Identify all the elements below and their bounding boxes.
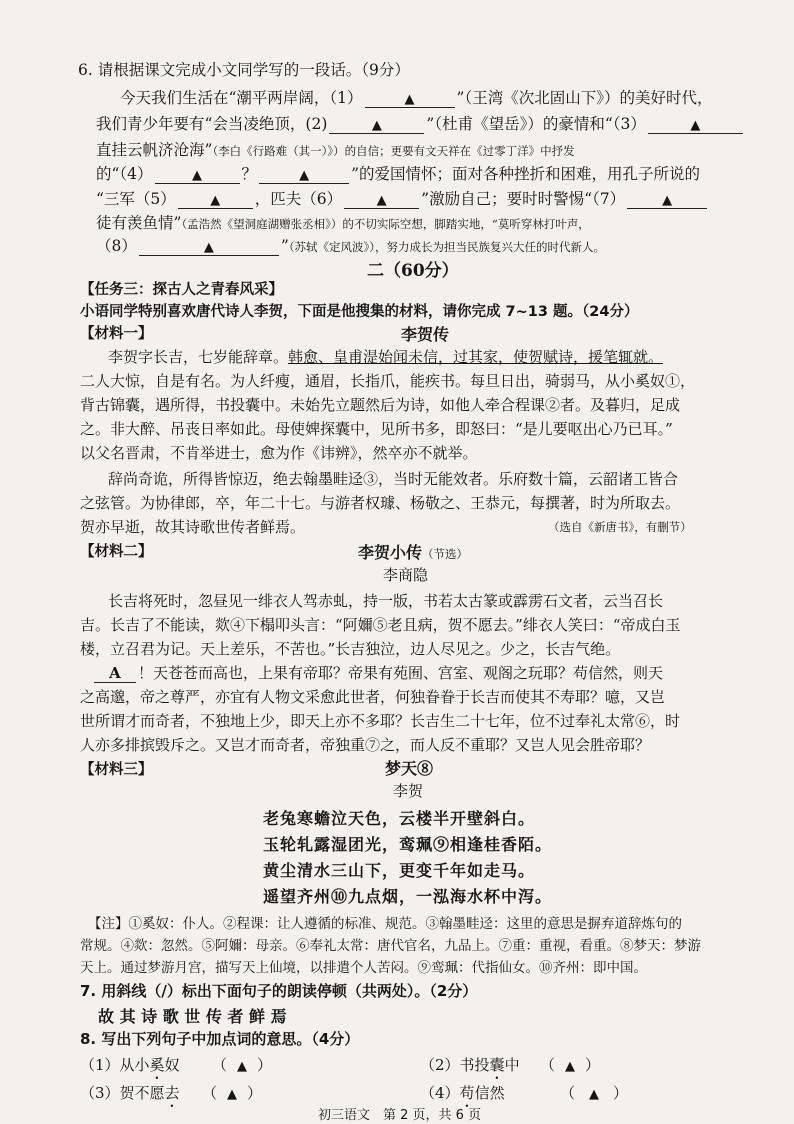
material-2-title-row: 李贺小传（节选） [358, 543, 469, 562]
q6-line3: 直挂云帆济沧海”（李白《行路难（其一）》）的自信；更要有文天祥在《过零丁洋》中抒发 [96, 141, 575, 159]
q8-title: 8. 写出下列句子中加点词的意思。（4分） [80, 1030, 360, 1048]
material-2-author: 李商隐 [383, 566, 429, 584]
material-3-label: 【材料三】 [80, 762, 153, 778]
q6-line2: 我们青少年要有“会当凌绝顶，(2) ▲ ”（杜甫《望岳》）的豪情和“（3） ▲ [96, 112, 745, 134]
blank-2[interactable]: ▲ [329, 115, 424, 134]
material-2-label: 【材料二】 [80, 544, 153, 560]
section-heading: 二（60分） [367, 261, 459, 281]
notes-line-1: 【注】①奚奴：仆人。②程课：让人遵循的标准、规范。③翰墨畦迳：这里的意思是摒弃道辞炼句的 [88, 916, 682, 932]
m2-line7: 人亦多排摈毁斥之。又岂才而奇者，帝独重⑦之，而人反不重耶？又岂人见会胜帝耶？ [80, 736, 651, 754]
q8-item-2: （2）书投囊中 [420, 1056, 520, 1074]
m1-line3: 背古锦囊，遇所得，书投囊中。未始先立题然后为诗，如他人牵合程课②者。及暮归，足成 [80, 396, 681, 414]
q8-item-4: （4）苟信然 [420, 1084, 505, 1102]
q8-answer-4[interactable]: （ ▲ ） [560, 1084, 629, 1102]
q7-title: 7. 用斜线（/）标出下面句子的朗读停顿（共两处）。（2分） [80, 982, 478, 1000]
blank-4b[interactable]: ▲ [259, 165, 349, 184]
blank-6[interactable]: ▲ [344, 190, 419, 209]
q8-item-1: （1）从小奚奴 [80, 1056, 180, 1074]
m1-line8: 贺亦早逝，故其诗歌世传者鲜焉。 [80, 518, 306, 536]
q8-answer-3[interactable]: （ ▲ ） [202, 1084, 263, 1102]
q6-line1: 今天我们生活在“潮平两岸阔，（1） ▲ ”（王湾《次北固山下》）的美好时代， [120, 89, 713, 107]
blank-8[interactable]: ▲ [139, 237, 279, 256]
m1-line4: 之。非大醉、吊丧日率如此。母使婢探囊中，见所书多，即怒曰：“是儿要呕出心乃已耳。” [80, 420, 673, 438]
material-3-title: 梦天⑧ [385, 759, 434, 778]
poem-line-3: 黄尘清水三山下，更变千年如走马。 [263, 861, 536, 880]
task-heading: 【任务三：探古人之青春风采】 [80, 282, 283, 298]
poem-line-1: 老兔寒蟾泣天色，云楼半开壁斜白。 [263, 809, 536, 828]
m1-line1: 李贺字长吉，七岁能辞章。韩愈、皇甫湜始闻未信，过其家，使贺赋诗，援笔辄就。 [108, 348, 664, 366]
material-1-label: 【材料一】 [80, 326, 153, 342]
q7-sentence[interactable]: 故 其 诗 歌 世 传 者 鲜 焉 [98, 1007, 287, 1026]
q6-title: 6. 请根据课文完成小文同学写的一段话。（9分） [78, 61, 410, 79]
poem-line-4: 遥望齐州⑩九点烟，一泓海水杯中泻。 [263, 887, 553, 906]
blank-3[interactable]: ▲ [648, 115, 743, 134]
notes-line-3: 天上。通过梦游月宫，描写天上仙境，以排遣个人苦闷。⑨鸾珮：代指仙女。⑩齐州：即中国。 [80, 960, 647, 976]
m1-line5: 以父名晋肃，不肯举进士，愈为作《讳辨》，然卒亦不就举。 [80, 444, 478, 462]
q8-answer-1[interactable]: （ ▲ ） [212, 1056, 273, 1074]
q8-answer-2[interactable]: （ ▲ ） [540, 1056, 601, 1074]
task-intro: 小语同学特别喜欢唐代诗人李贺，下面是他搜集的材料，请你完成 7~13 题。（24分） [80, 304, 639, 320]
m2-line6: 世所谓才而奇者，不独地上少，即天上亦不多耶？长吉生二十七年，位不过奉礼太常⑥，时 [80, 712, 681, 730]
m1-line6: 辞尚奇诡，所得皆惊迈，绝去翰墨畦迳③，当时无能效者。乐府数十篇，云韶诸工皆合 [108, 470, 679, 488]
blank-4a[interactable]: ▲ [155, 165, 240, 184]
q6-line6: 徒有羡鱼情”（孟浩然《望洞庭湖赠张丞相》）的不切实际空想，脚踏实地，“莫听穿林打叶声， [96, 214, 590, 232]
q6-line4: 的“（4） ▲ ？ ▲ ”的爱国情怀；面对各种挫折和困难，用孔子所说的 [96, 165, 700, 183]
m1-line7: 之弦管。为协律郎，卒，年二十七。与游者权璩、杨敬之、王恭元，每撰著，时为所取去。 [80, 494, 681, 512]
q6-line7: （8） ▲ ”（苏轼《定风波》），努力成长为担当民族复兴大任的时代新人。 [96, 237, 606, 255]
q6-line5: “三军（5） ▲ ，匹夫（6） ▲ ”激励自己；要时时警惕“（7） ▲ [96, 187, 709, 209]
m2-line2: 吉。长吉了不能读，欻④下榻叩头言：“阿嬭⑤老且病，贺不愿去。”绯衣人笑曰：“帝成白玉 [80, 616, 681, 634]
poem-line-2: 玉轮轧露湿团光，鸾珮⑨相逢桂香陌。 [263, 835, 553, 854]
material-3-author: 李贺 [393, 782, 424, 800]
m2-line4: A ！天苍苍而高也，上果有帝耶？帝果有苑囿、宫室、观阁之玩耶？苟信然，则天 [92, 662, 663, 683]
m2-line5: 之高邈，帝之尊严，亦宜有人物文采愈此世者，何独眷眷于长吉而使其不寿耶？噫，又岂 [80, 688, 666, 706]
blank-5[interactable]: ▲ [178, 190, 253, 209]
q8-item-3: （3）贺不愿去 [80, 1084, 180, 1102]
notes-line-2: 常规。④欻：忽然。⑤阿嬭：母亲。⑥奉礼太常：唐代官名，九品上。⑦重：重视，看重。⑧梦天：梦游 [80, 938, 701, 954]
page-footer: 初三语文 第 2 页，共 6 页 [318, 1108, 482, 1123]
m1-source: （选自《新唐书》，有删节） [548, 520, 692, 534]
material-1-title: 李贺传 [401, 325, 450, 344]
m2-line3: 楼，立召君为记。天上差乐，不苦也。”长吉独泣，边人尽见之。少之，长吉气绝。 [80, 640, 621, 658]
blank-7[interactable]: ▲ [627, 190, 707, 209]
m1-line2: 二人大惊，自是有名。为人纤瘦，通眉，长指爪，能疾书。每旦日出，骑弱马，从小奚奴①， [80, 372, 696, 390]
blank-a[interactable]: A [94, 664, 136, 683]
blank-1[interactable]: ▲ [365, 89, 455, 108]
m2-line1: 长吉将死时，忽昼见一绯衣人驾赤虬，持一版，书若太古篆或霹雳石文者，云当召长 [108, 592, 664, 610]
